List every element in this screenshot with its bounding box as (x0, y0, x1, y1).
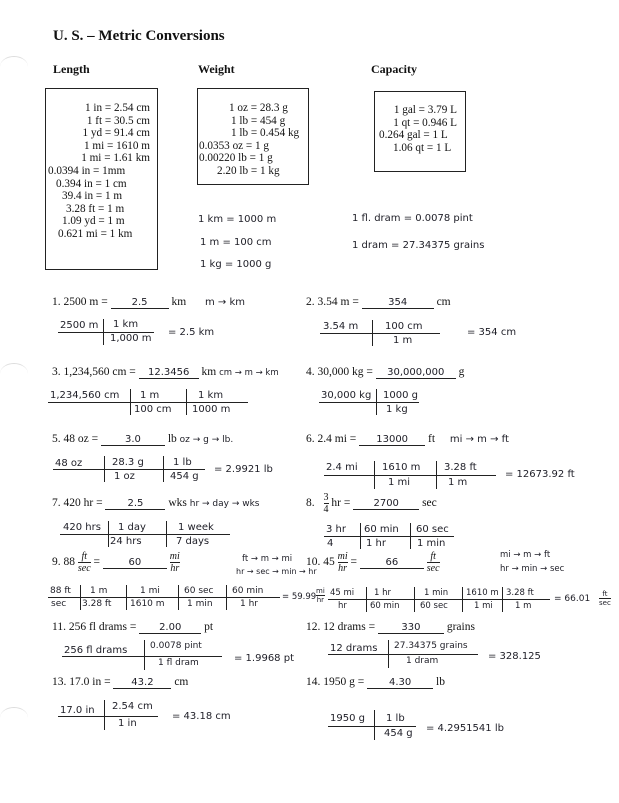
work-11-num: 0.0078 pint (150, 641, 202, 651)
work-2-num: 100 cm (385, 321, 423, 332)
work-5-num: 28.3 g (112, 457, 144, 468)
length-row: 1.09 yd = 1 m (62, 215, 125, 228)
problem-3: 3. 1,234,560 cm = 12.3456 km cm → m → km (52, 366, 279, 378)
work-6-result: = 12673.92 ft (505, 469, 575, 480)
work-10-path: mi → m → ft (500, 550, 551, 560)
note-km-m: 1 km = 1000 m (198, 214, 277, 225)
work-14-result: = 4.2951541 lb (426, 723, 504, 734)
fraction-divider (410, 523, 411, 549)
punch-hole-mark (0, 707, 28, 728)
work-2-den: 1 m (393, 335, 413, 346)
problem-6: 6. 2.4 mi = 13000 ft mi → m → ft (306, 433, 509, 445)
fraction-bar (48, 597, 280, 598)
work-10-num: 1 hr (374, 588, 391, 598)
problem-4: 4. 30,000 kg = 30,000,000 g (306, 366, 465, 378)
fraction-divider (388, 640, 389, 668)
work-6-den: 1 m (448, 477, 468, 488)
work-3-den: 100 cm (134, 404, 172, 415)
answer-6: 13000 (359, 434, 425, 446)
work-9-result: = 59.99 (282, 592, 317, 602)
fraction-divider (436, 461, 437, 489)
weight-row: 1 lb = 454 g (231, 114, 286, 127)
work-3-num: 1 km (198, 390, 224, 401)
length-row: 1 mi = 1.61 km (81, 152, 150, 165)
work-5-num: 1 lb (173, 457, 192, 468)
fraction-divider (178, 585, 179, 610)
problem-12: 12. 12 drams = 330 grains (306, 621, 475, 633)
length-row: 0.0394 in = 1mm (48, 164, 126, 177)
fraction-bar (328, 654, 478, 655)
weight-row: 1 lb = 0.454 kg (231, 127, 300, 140)
note-fl-dram: 1 fl. dram = 0.0078 pint (352, 213, 473, 224)
fraction-divider (372, 320, 373, 346)
work-7-num: 1 week (178, 522, 214, 533)
fraction-bar (320, 333, 440, 334)
problem-13: 13. 17.0 in = 43.2 cm (52, 676, 189, 688)
fraction-bar (324, 536, 454, 537)
work-1-num: 1 km (113, 319, 139, 330)
answer-11: 2.00 (139, 622, 201, 634)
problem-10: 10. 45 $\frac{mi}{hr}$ = 66 ft sec (306, 551, 440, 574)
fraction-divider (166, 521, 167, 547)
page-title: U. S. – Metric Conversions (53, 28, 225, 44)
work-9-num: 60 sec (184, 586, 214, 596)
work-3-num: 1,234,560 cm (50, 390, 120, 401)
work-1-den: 1,000 m (110, 333, 152, 344)
fraction-bar (328, 726, 416, 727)
answer-10: 66 (360, 557, 424, 569)
work-10-den: hr (338, 601, 347, 611)
work-9-path: hr → sec → min → hr (236, 567, 317, 576)
work-3-num: 1 m (140, 390, 160, 401)
problem-14: 14. 1950 g = 4.30 lb (306, 676, 445, 688)
work-10-path: hr → min → sec (500, 564, 565, 574)
fraction-bar (328, 599, 550, 600)
weight-row: 0.00220 lb = 1 g (199, 152, 273, 165)
work-8-den: 1 hr (366, 538, 386, 549)
fraction-divider (374, 461, 375, 489)
work-10-num: 1 min (424, 588, 449, 598)
length-row: 0.394 in = 1 cm (56, 177, 127, 190)
length-row: 3.28 ft = 1 m (66, 202, 125, 215)
work-9-num: 88 ft (50, 586, 71, 596)
work-12-num: 27.34375 grains (394, 641, 468, 651)
fraction-divider (163, 456, 164, 482)
work-10-den: 60 sec (420, 601, 448, 611)
problem-5: 5. 48 oz = 3.0 lb oz → g → lb. (52, 433, 234, 445)
fraction-divider (374, 710, 375, 740)
fraction-bar (53, 469, 205, 470)
work-9-den: 1 hr (240, 599, 258, 609)
work-5-num: 48 oz (55, 458, 83, 469)
problem-1: 1. 2500 m = 2.5 km m → km (52, 296, 246, 308)
work-9-num: 60 min (232, 586, 264, 596)
weight-header: Weight (198, 62, 235, 76)
length-header: Length (53, 62, 90, 76)
punch-hole-mark (0, 56, 28, 77)
fraction-bar (62, 656, 222, 657)
fraction-divider (130, 389, 131, 415)
capacity-row: 1 gal = 3.79 L (393, 104, 457, 116)
answer-13: 43.2 (113, 677, 171, 689)
problem-11: 11. 256 fl drams = 2.00 pt (52, 621, 214, 633)
problem-2: 2. 3.54 m = 354 cm (306, 296, 451, 308)
work-10-num: 45 mi (330, 588, 355, 598)
capacity-row: 1.06 qt = 1 L (393, 141, 452, 154)
note-dram-grains: 1 dram = 27.34375 grains (352, 240, 485, 251)
fraction-divider (462, 587, 463, 612)
capacity-header: Capacity (371, 62, 417, 76)
weight-row: 1 oz = 28.3 g (229, 102, 288, 114)
work-7-num: 420 hrs (63, 522, 101, 533)
fraction-bar (60, 534, 230, 535)
work-6-num: 2.4 mi (326, 462, 358, 473)
fraction-divider (104, 700, 105, 730)
answer-14: 4.30 (367, 677, 433, 689)
work-1-result: = 2.5 km (168, 327, 215, 338)
work-14-num: 1950 g (330, 713, 365, 724)
capacity-row: 0.264 gal = 1 L (379, 129, 448, 142)
work-4-den: 1 kg (386, 404, 408, 415)
work-1-num: 2500 m (60, 320, 99, 331)
capacity-row: 1 qt = 0.946 L (393, 116, 457, 129)
fraction-divider (186, 389, 187, 415)
answer-8: 2700 (353, 498, 419, 510)
note-m-cm: 1 m = 100 cm (200, 237, 272, 248)
length-row: 1 yd = 91.4 cm (82, 127, 150, 140)
note-kg-g: 1 kg = 1000 g (200, 259, 272, 270)
fraction-divider (144, 640, 145, 670)
work-12-result: = 328.125 (488, 651, 541, 662)
answer-12: 330 (378, 622, 444, 634)
answer-9: 60 (103, 557, 167, 569)
work-6-den: 1 mi (388, 477, 411, 488)
work-5-den: 454 g (170, 471, 199, 482)
work-12-num: 12 drams (330, 643, 378, 654)
work-10-num: 1610 m (466, 588, 499, 598)
problem-9: 9. 88 ft sec = 60 $\frac{mi}{hr}$ (52, 551, 180, 574)
work-2-num: 3.54 m (323, 321, 359, 332)
length-table (48, 102, 154, 241)
work-10-num: 3.28 ft (506, 588, 534, 598)
work-8-num: 3 hr (326, 524, 346, 535)
work-9-path: ft → m → mi (242, 554, 293, 564)
weight-table (199, 102, 305, 178)
work-8-den: 4 (327, 538, 334, 549)
answer-2: 354 (362, 297, 434, 309)
work-9-num: 1 mi (140, 586, 160, 596)
work-12-den: 1 dram (406, 656, 439, 666)
work-7-den: 7 days (176, 536, 210, 547)
work-8-den: 1 min (417, 538, 446, 549)
problem-8: 8. $\frac{3}{4}$ hr = 2700 sec (306, 492, 437, 515)
work-9-den: 1610 m (130, 599, 165, 609)
fraction-bar (324, 475, 496, 476)
fraction-divider (414, 587, 415, 612)
length-row: 1 mi = 1610 m (84, 139, 150, 152)
problem-7: 7. 420 hr = 2.5 wks hr → day → wks (52, 497, 260, 509)
work-8-num: 60 sec (416, 524, 449, 535)
fraction-divider (80, 585, 81, 610)
fraction-divider (104, 456, 105, 482)
capacity-table (379, 104, 465, 154)
fraction-bar (58, 716, 158, 717)
work-13-num: 17.0 in (60, 705, 95, 716)
work-10-den: 1 m (515, 601, 532, 611)
work-13-num: 2.54 cm (112, 701, 153, 712)
work-9-den: 3.28 ft (82, 599, 112, 609)
work-3-den: 1000 m (192, 404, 231, 415)
fraction-divider (226, 585, 227, 610)
work-10-den: 60 min (370, 601, 400, 611)
fraction-divider (366, 587, 367, 612)
work-5-result: = 2.9921 lb (214, 464, 273, 475)
work-7-num: 1 day (118, 522, 146, 533)
work-10-den: 1 mi (474, 601, 493, 611)
weight-row: 0.0353 oz = 1 g (199, 139, 270, 152)
work-14-den: 454 g (384, 728, 413, 739)
answer-5: 3.0 (101, 434, 165, 446)
work-9-den: sec (51, 599, 67, 609)
length-row: 39.4 in = 1 m (62, 190, 123, 203)
answer-3: 12.3456 (139, 367, 199, 379)
work-7-den: 24 hrs (110, 536, 142, 547)
work-9-result-unit: mi hr (316, 587, 325, 604)
fraction-divider (502, 587, 503, 612)
work-9-den: 1 min (187, 599, 213, 609)
length-row: 1 in = 2.54 cm (84, 102, 150, 114)
work-13-result: = 43.18 cm (172, 711, 231, 722)
work-11-result: = 1.9968 pt (234, 653, 294, 664)
fraction-divider (103, 319, 104, 345)
punch-hole-mark (0, 363, 28, 384)
work-11-den: 1 fl dram (158, 658, 199, 668)
work-5-den: 1 oz (114, 471, 135, 482)
work-13-den: 1 in (118, 718, 137, 729)
work-14-num: 1 lb (386, 713, 405, 724)
fraction-divider (376, 389, 377, 415)
length-row: 1 ft = 30.5 cm (86, 114, 150, 127)
answer-4: 30,000,000 (376, 367, 456, 379)
work-9-num: 1 m (90, 586, 108, 596)
answer-1: 2.5 (111, 297, 169, 309)
fraction-divider (126, 585, 127, 610)
weight-row: 2.20 lb = 1 kg (217, 164, 280, 177)
work-4-num: 1000 g (383, 390, 418, 401)
work-4-num: 30,000 kg (321, 390, 372, 401)
work-11-num: 256 fl drams (64, 645, 128, 656)
fraction-divider (108, 521, 109, 547)
fraction-divider (360, 523, 361, 549)
work-2-result: = 354 cm (467, 327, 517, 338)
fraction-bar (58, 332, 154, 333)
fraction-bar (319, 402, 419, 403)
work-8-num: 60 min (364, 524, 399, 535)
work-6-num: 1610 m (382, 462, 421, 473)
work-10-result: = 66.01 (554, 594, 591, 604)
length-row: 0.621 mi = 1 km (58, 227, 133, 240)
work-10-result-unit: ft sec (599, 590, 611, 607)
work-6-num: 3.28 ft (444, 462, 477, 473)
fraction-bar (48, 402, 248, 403)
answer-7: 2.5 (105, 498, 165, 510)
